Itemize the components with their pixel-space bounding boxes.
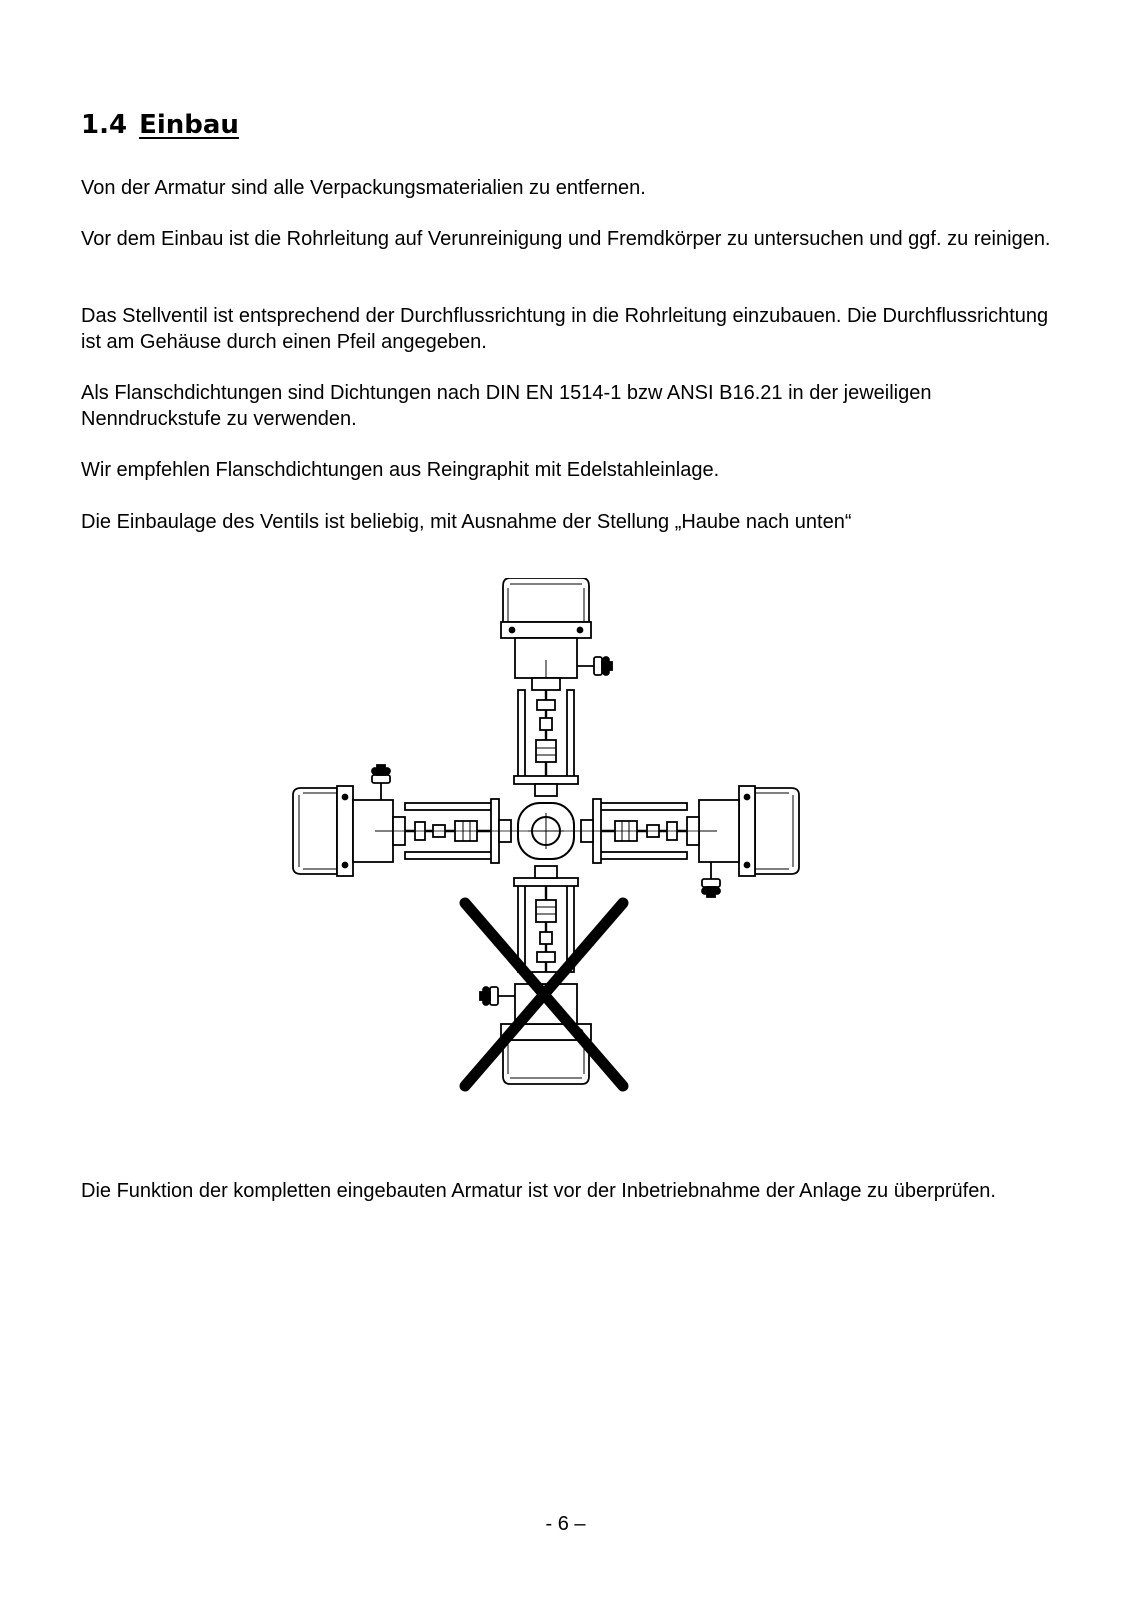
- paragraph-flow-direction: Das Stellventil ist entsprechend der Durchflussrichtung in die Rohrleitung einzubauen. Die Durchflussrichtung ist am Gehäuse durch einen Pfeil angegeben.: [81, 305, 1049, 353]
- valve-hood-right: [581, 786, 799, 897]
- section-title: Einbau: [139, 110, 239, 140]
- paragraph-packaging: Von der Armatur sind alle Verpackungsmaterialien zu entfernen.: [81, 177, 646, 199]
- valve-hood-left: [293, 765, 511, 876]
- valve-hood-up: [501, 578, 612, 796]
- paragraph-function-check: Die Funktion der kompletten eingebauten Armatur ist vor der Inbetriebnahme der Anlage zu überprüfen.: [81, 1180, 996, 1202]
- section-heading: [81, 108, 239, 142]
- paragraph-pipe-cleaning: Vor dem Einbau ist die Rohrleitung auf Verunreinigung und Fremdkörper zu untersuchen und ggf. zu reinigen.: [81, 228, 1051, 250]
- paragraph-gasket-recommendation: Wir empfehlen Flanschdichtungen aus Reingraphit mit Edelstahleinlage.: [81, 459, 720, 481]
- paragraph-gaskets: Als Flanschdichtungen sind Dichtungen nach DIN EN 1514-1 bzw ANSI B16.21 in der jeweiligen Nenndruckstufe zu verwenden.: [81, 382, 932, 430]
- paragraph-mounting-position: Die Einbaulage des Ventils ist beliebig, mit Ausnahme der Stellung „Haube nach unten“: [81, 511, 852, 533]
- page-number: - 6 –: [545, 1513, 586, 1535]
- section-number: 1.4: [81, 110, 128, 140]
- installation-positions-figure: [280, 578, 840, 1128]
